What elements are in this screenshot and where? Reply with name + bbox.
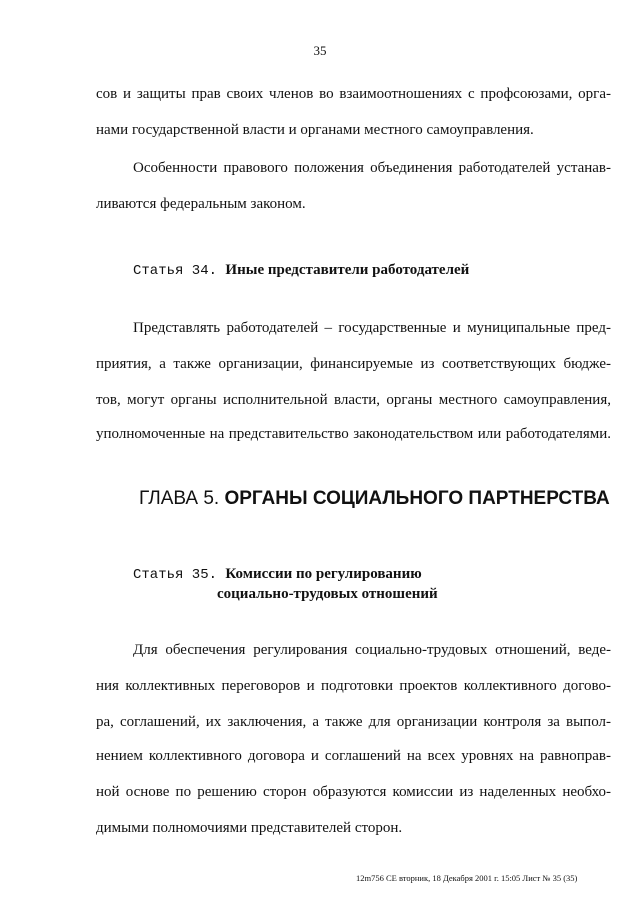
article-34-heading xyxy=(133,262,469,279)
para4-line-1: Для обеспечения регулирования социально-трудовых отношений, веде- xyxy=(133,642,611,658)
para2-line-1: Особенности правового положения объединения работодателей устанав- xyxy=(133,160,611,176)
article-35-heading xyxy=(133,566,422,583)
para4-line-4: нением коллективного договора и соглашений на всех уровнях на равноправ- xyxy=(96,748,611,764)
para1-line-2: нами государственной власти и органами местного самоуправления. xyxy=(96,122,534,138)
article-35-prefix: Статья 35. xyxy=(133,567,218,583)
chapter-5-title: ОРГАНЫ СОЦИАЛЬНОГО ПАРТНЕРСТВА xyxy=(224,488,610,509)
article-34-title: Иные представители работодателей xyxy=(225,262,470,278)
para4-line-5: ной основе по решению сторон образуются комиссии из наделенных необхо- xyxy=(96,784,611,800)
print-footer: 12m756 CE вторник, 18 Декабря 2001 г. 15:05 Лист № 35 (35) xyxy=(356,873,578,883)
para4-line-6: димыми полномочиями представителей сторон. xyxy=(96,820,403,836)
para2-line-2: ливаются федеральным законом. xyxy=(96,196,306,212)
para4-line-3: ра, соглашений, их заключения, а также для организации контроля за выпол- xyxy=(96,714,611,730)
chapter-5-prefix: ГЛАВА 5. xyxy=(139,488,220,509)
para3-line-3: тов, могут органы исполнительной власти, органы местного самоуправления, xyxy=(96,392,611,408)
article-35-heading-cont xyxy=(217,586,438,603)
chapter-5-heading xyxy=(139,488,610,510)
article-34-prefix: Статья 34. xyxy=(133,263,218,279)
article-35-title-line-1: Комиссии по регулированию xyxy=(225,566,422,582)
para4-line-2: ния коллективных переговоров и подготовки проектов коллективного догово- xyxy=(96,678,611,694)
para3-line-1: Представлять работодателей – государственные и муниципальные пред- xyxy=(133,320,611,336)
para3-line-2: приятия, а также организации, финансируемые из соответствующих бюдже- xyxy=(96,356,611,372)
page-number: 35 xyxy=(313,43,327,58)
para3-line-4: уполномоченные на представительство законодательством или работодателями. xyxy=(96,426,611,442)
para1-line-1: сов и защиты прав своих членов во взаимоотношениях с профсоюзами, орга- xyxy=(96,86,611,102)
article-35-title-line-2: социально-трудовых отношений xyxy=(217,586,438,602)
